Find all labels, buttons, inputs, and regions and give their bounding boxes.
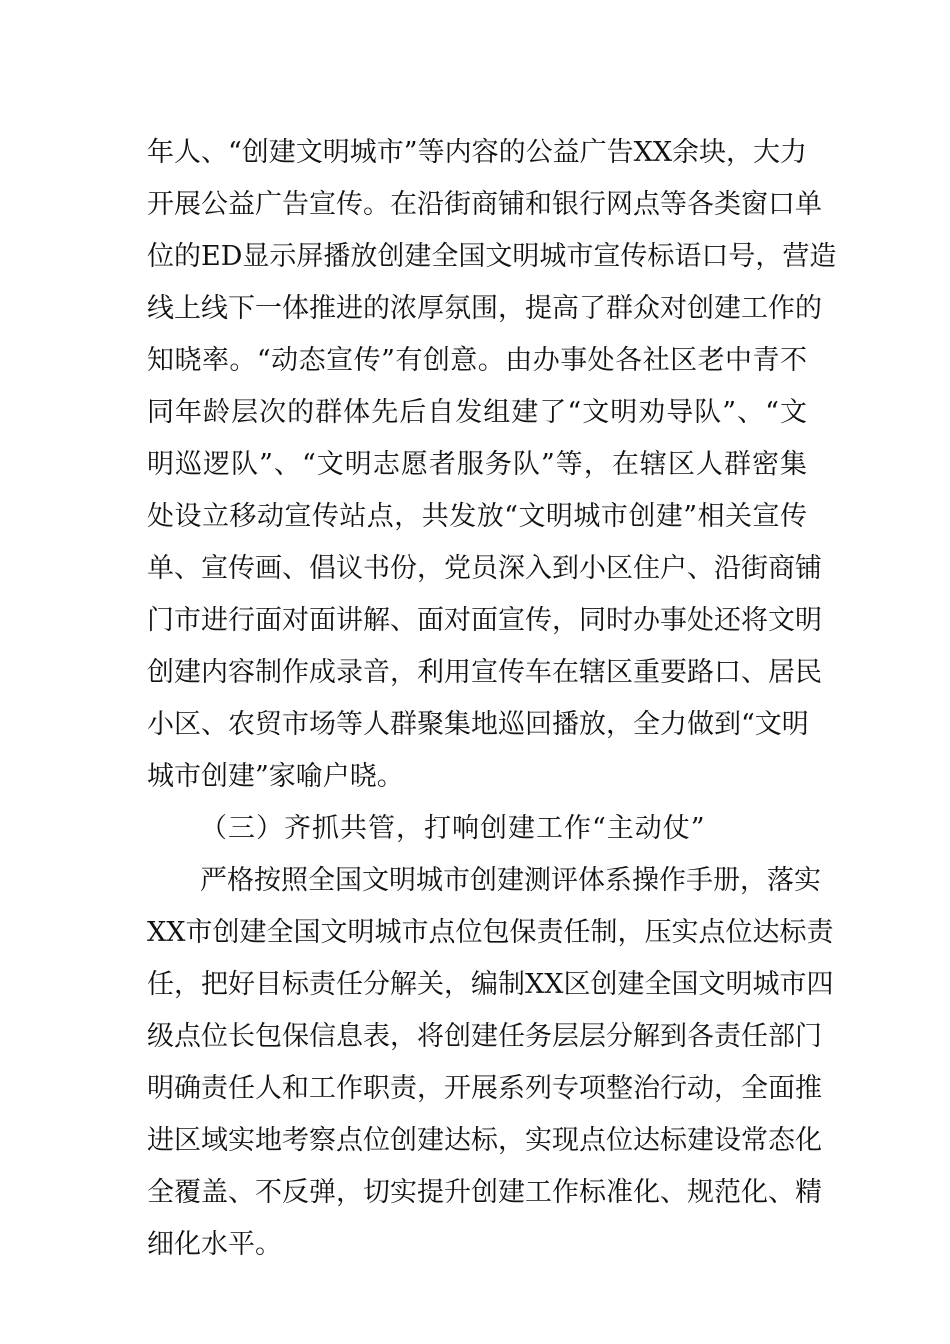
- paragraph-1-line-11: 创建内容制作成录音，利用宣传车在辖区重要路口、居民: [147, 657, 822, 688]
- paragraph-2-line-7: 全覆盖、不反弹，切实提升创建工作标准化、规范化、精: [147, 1177, 822, 1208]
- paragraph-1-line-6: 同年龄层次的群体先后自发组建了“文明劝导队”、“文: [147, 397, 807, 428]
- paragraph-2-line-2: XX市创建全国文明城市点位包保责任制，压实点位达标责: [147, 917, 834, 948]
- paragraph-1-line-5: 知晓率。“动态宣传”有创意。由办事处各社区老中青不: [147, 345, 807, 376]
- paragraph-1-line-1: 年人、“创建文明城市”等内容的公益广告XX余块，大力: [147, 137, 808, 168]
- paragraph-2-line-1: 严格按照全国文明城市创建测评体系操作手册，落实: [200, 865, 821, 896]
- section-heading: （三）齐抓共管，打响创建工作“主动仗”: [200, 813, 706, 844]
- paragraph-1-line-12: 小区、农贸市场等人群聚集地巡回播放，全力做到“文明: [147, 709, 809, 740]
- paragraph-2-line-5: 明确责任人和工作职责，开展系列专项整治行动，全面推: [147, 1073, 822, 1104]
- paragraph-1-line-7: 明巡逻队”、“文明志愿者服务队”等，在辖区人群密集: [147, 449, 807, 480]
- paragraph-1-line-4: 线上线下一体推进的浓厚氛围，提高了群众对创建工作的: [147, 293, 822, 324]
- paragraph-2-line-3: 任，把好目标责任分解关，编制XX区创建全国文明城市四: [147, 969, 834, 1000]
- paragraph-2-line-6: 进区域实地考察点位创建达标，实现点位达标建设常态化: [147, 1125, 822, 1156]
- paragraph-1-line-8: 处设立移动宣传站点，共发放“文明城市创建”相关宣传: [147, 501, 807, 532]
- paragraph-1-line-3: 位的ED显示屏播放创建全国文明城市宣传标语口号，营造: [147, 241, 837, 272]
- paragraph-1-line-10: 门市进行面对面讲解、面对面宣传，同时办事处还将文明: [147, 605, 822, 636]
- paragraph-1-line-9: 单、宣传画、倡议书份，党员深入到小区住户、沿街商铺: [147, 553, 822, 584]
- paragraph-2-line-8: 细化水平。: [147, 1229, 282, 1260]
- paragraph-1-line-2: 开展公益广告宣传。在沿街商铺和银行网点等各类窗口单: [147, 189, 822, 220]
- paragraph-1-line-13: 城市创建”家喻户晓。: [147, 761, 404, 792]
- paragraph-2-line-4: 级点位长包保信息表，将创建任务层层分解到各责任部门: [147, 1021, 822, 1052]
